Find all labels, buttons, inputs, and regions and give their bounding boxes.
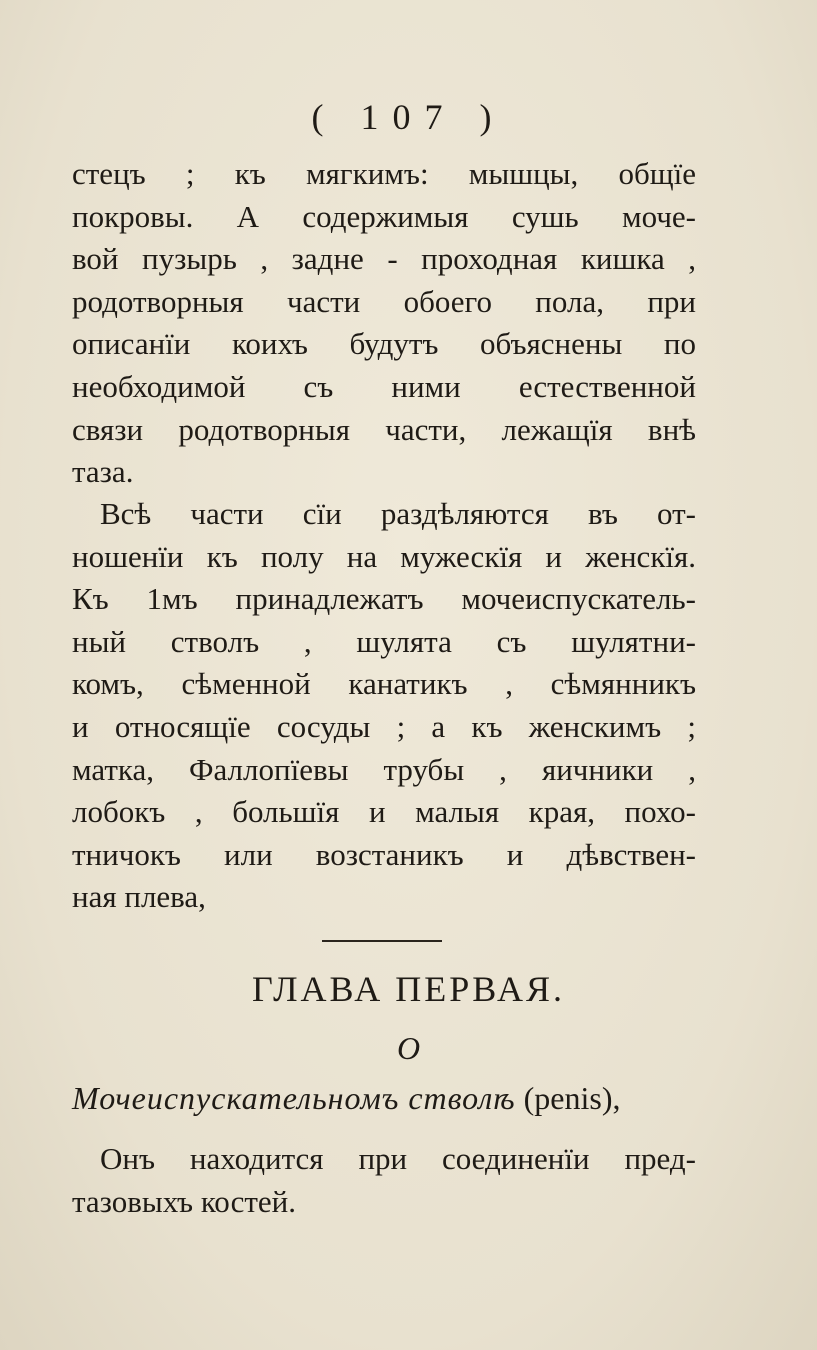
page-number: ( 107 ) (311, 97, 506, 137)
text-line: стецъ ; къ мягкимъ: мышцы, общїе (72, 156, 696, 191)
text-line: Всѣ части сїи раздѣляются въ от- (100, 496, 696, 531)
chapter-subtitle (72, 1080, 696, 1117)
text-line: тазовыхъ костей. (72, 1183, 296, 1219)
chapter-subtitle-latin: (penis), (523, 1080, 621, 1116)
chapter-preposition: О (396, 1030, 421, 1066)
text-line: связи родотворныя части, лежащїя внѣ (72, 411, 696, 447)
paragraph-2 (72, 493, 696, 919)
paragraph-1 (72, 153, 696, 494)
text-line: ношенїи къ полу на мужескїя и женскїя. (72, 538, 696, 574)
text-line: лобокъ , большїя и малыя края, похо- (72, 794, 696, 830)
text-line: покровы. А содержимыя сушь моче- (72, 198, 696, 234)
chapter-subtitle-russian: Мочеиспускательномъ стволѣ (72, 1080, 516, 1116)
text-line: Онъ находится при соединенїи пред- (100, 1141, 696, 1176)
text-line: ный стволъ , шулята съ шулятни- (72, 623, 696, 659)
section-divider (322, 940, 442, 942)
chapter-heading: ГЛАВА ПЕРВАЯ. (251, 969, 566, 1009)
paragraph-3 (72, 1138, 696, 1223)
text-line: матка, Фаллопїевы трубы , яичники , (72, 751, 696, 787)
text-line: ная плева, (72, 879, 206, 915)
text-line: родотворныя части обоего пола, при (72, 283, 696, 319)
text-line: описанїи коихъ будутъ объяснены по (72, 326, 696, 362)
text-line: тничокъ или возстаникъ и дѣвствен- (72, 836, 696, 872)
text-line: необходимой съ ними естественной (72, 368, 696, 404)
text-line: Къ 1мъ принадлежатъ мочеиспускатель- (72, 581, 696, 617)
text-line: вой пузырь , задне - проходная кишка , (72, 241, 696, 277)
text-line: таза. (72, 454, 134, 490)
text-line: комъ, сѣменной канатикъ , сѣмянникъ (72, 666, 696, 702)
text-line: и относящїе сосуды ; а къ женскимъ ; (72, 708, 696, 744)
